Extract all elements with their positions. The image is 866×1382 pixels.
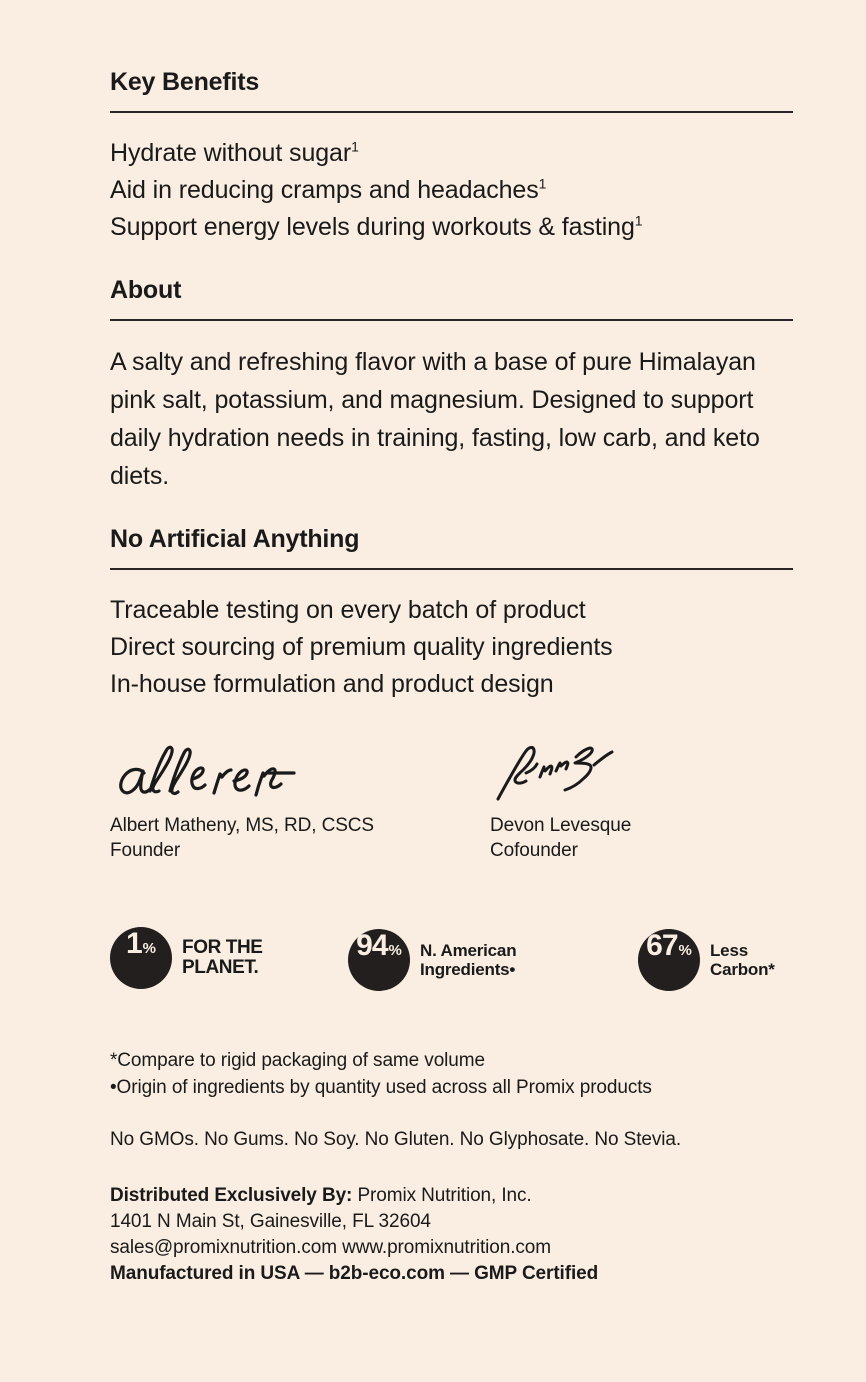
badge-label-line1: FOR THE (182, 937, 263, 958)
signature-role: Cofounder (490, 840, 578, 861)
no-artificial-line: In-house formulation and product design (110, 670, 554, 698)
badge-label (420, 941, 516, 979)
distributor-contact: sales@promixnutrition.com www.promixnutrition.com (110, 1237, 551, 1258)
badge-label-line2: Carbon* (710, 960, 775, 979)
signature-devon-icon (490, 743, 650, 805)
badge-label-line2: Ingredients• (420, 960, 516, 979)
key-benefits-section (110, 68, 794, 246)
claims-line: No GMOs. No Gums. No Soy. No Gluten. No Glyphosate. No Stevia. (110, 1129, 682, 1150)
divider (110, 319, 793, 321)
badge-one-percent-for-the-planet (110, 927, 263, 989)
badge-circle (110, 927, 172, 989)
no-artificial-line: Traceable testing on every batch of product (110, 596, 586, 624)
divider (110, 568, 793, 570)
no-artificial-section (110, 525, 794, 703)
spacer (110, 246, 794, 276)
footnote-marker: 1 (634, 212, 643, 229)
footnote-marker: 1 (538, 175, 547, 192)
badge-number: 1 (125, 927, 142, 960)
signature-role: Founder (110, 840, 181, 861)
key-benefit-text: Support energy levels during workouts & fasting (110, 213, 635, 241)
footnotes (110, 1047, 794, 1101)
spacer (110, 495, 794, 525)
distributor-label: Distributed Exclusively By: (110, 1185, 353, 1206)
badge-label-line1: N. American (420, 941, 517, 960)
footnote-line: •Origin of ingredients by quantity used across all Promix products (110, 1077, 652, 1098)
badge-label-line1: Less (710, 941, 748, 960)
key-benefit-line (110, 135, 794, 172)
about-title: About (110, 276, 182, 304)
badge-number: 67 (646, 929, 678, 962)
manufactured-line: Manufactured in USA — b2b-eco.com — GMP Certified (110, 1263, 599, 1284)
distributor-block (110, 1183, 794, 1287)
signature-block-founder (110, 743, 374, 863)
badge-symbol: % (678, 942, 692, 959)
badge-number: 94 (356, 929, 388, 962)
divider (110, 111, 793, 113)
signatures-row (110, 743, 794, 893)
badge-circle (638, 929, 700, 991)
key-benefit-text: Aid in reducing cramps and headaches (110, 176, 539, 204)
key-benefit-text: Hydrate without sugar (110, 139, 352, 167)
badge-circle (348, 929, 410, 991)
badge-north-american-ingredients (348, 929, 516, 991)
key-benefit-line (110, 209, 794, 246)
no-artificial-title: No Artificial Anything (110, 525, 360, 553)
distributor-address: 1401 N Main St, Gainesville, FL 32604 (110, 1211, 431, 1232)
about-section (110, 276, 794, 495)
badge-less-carbon (638, 929, 775, 991)
distributor-line (110, 1183, 794, 1209)
signature-block-cofounder (490, 743, 650, 863)
no-artificial-line: Direct sourcing of premium quality ingredients (110, 633, 613, 661)
badge-label-line2: PLANET. (182, 957, 259, 978)
badges-row (110, 927, 794, 1017)
badge-symbol: % (142, 940, 157, 957)
signature-name: Devon Levesque (490, 815, 632, 836)
badge-label (710, 941, 775, 979)
signature-albert-icon (110, 743, 310, 805)
badge-label (182, 938, 263, 978)
about-paragraph: A salty and refreshing flavor with a base of pure Himalayan pink salt, potassium, and magnesium. Designed to support daily hydration needs in training, fasting, low carb, and keto diets. (110, 348, 760, 490)
footnote-marker: 1 (351, 138, 359, 155)
distributor-company: Promix Nutrition, Inc. (352, 1185, 532, 1206)
key-benefit-line (110, 172, 794, 209)
key-benefits-title: Key Benefits (110, 68, 260, 96)
badge-symbol: % (388, 942, 402, 959)
signature-name: Albert Matheny, MS, RD, CSCS (110, 815, 374, 836)
footnote-line: *Compare to rigid packaging of same volume (110, 1050, 485, 1071)
